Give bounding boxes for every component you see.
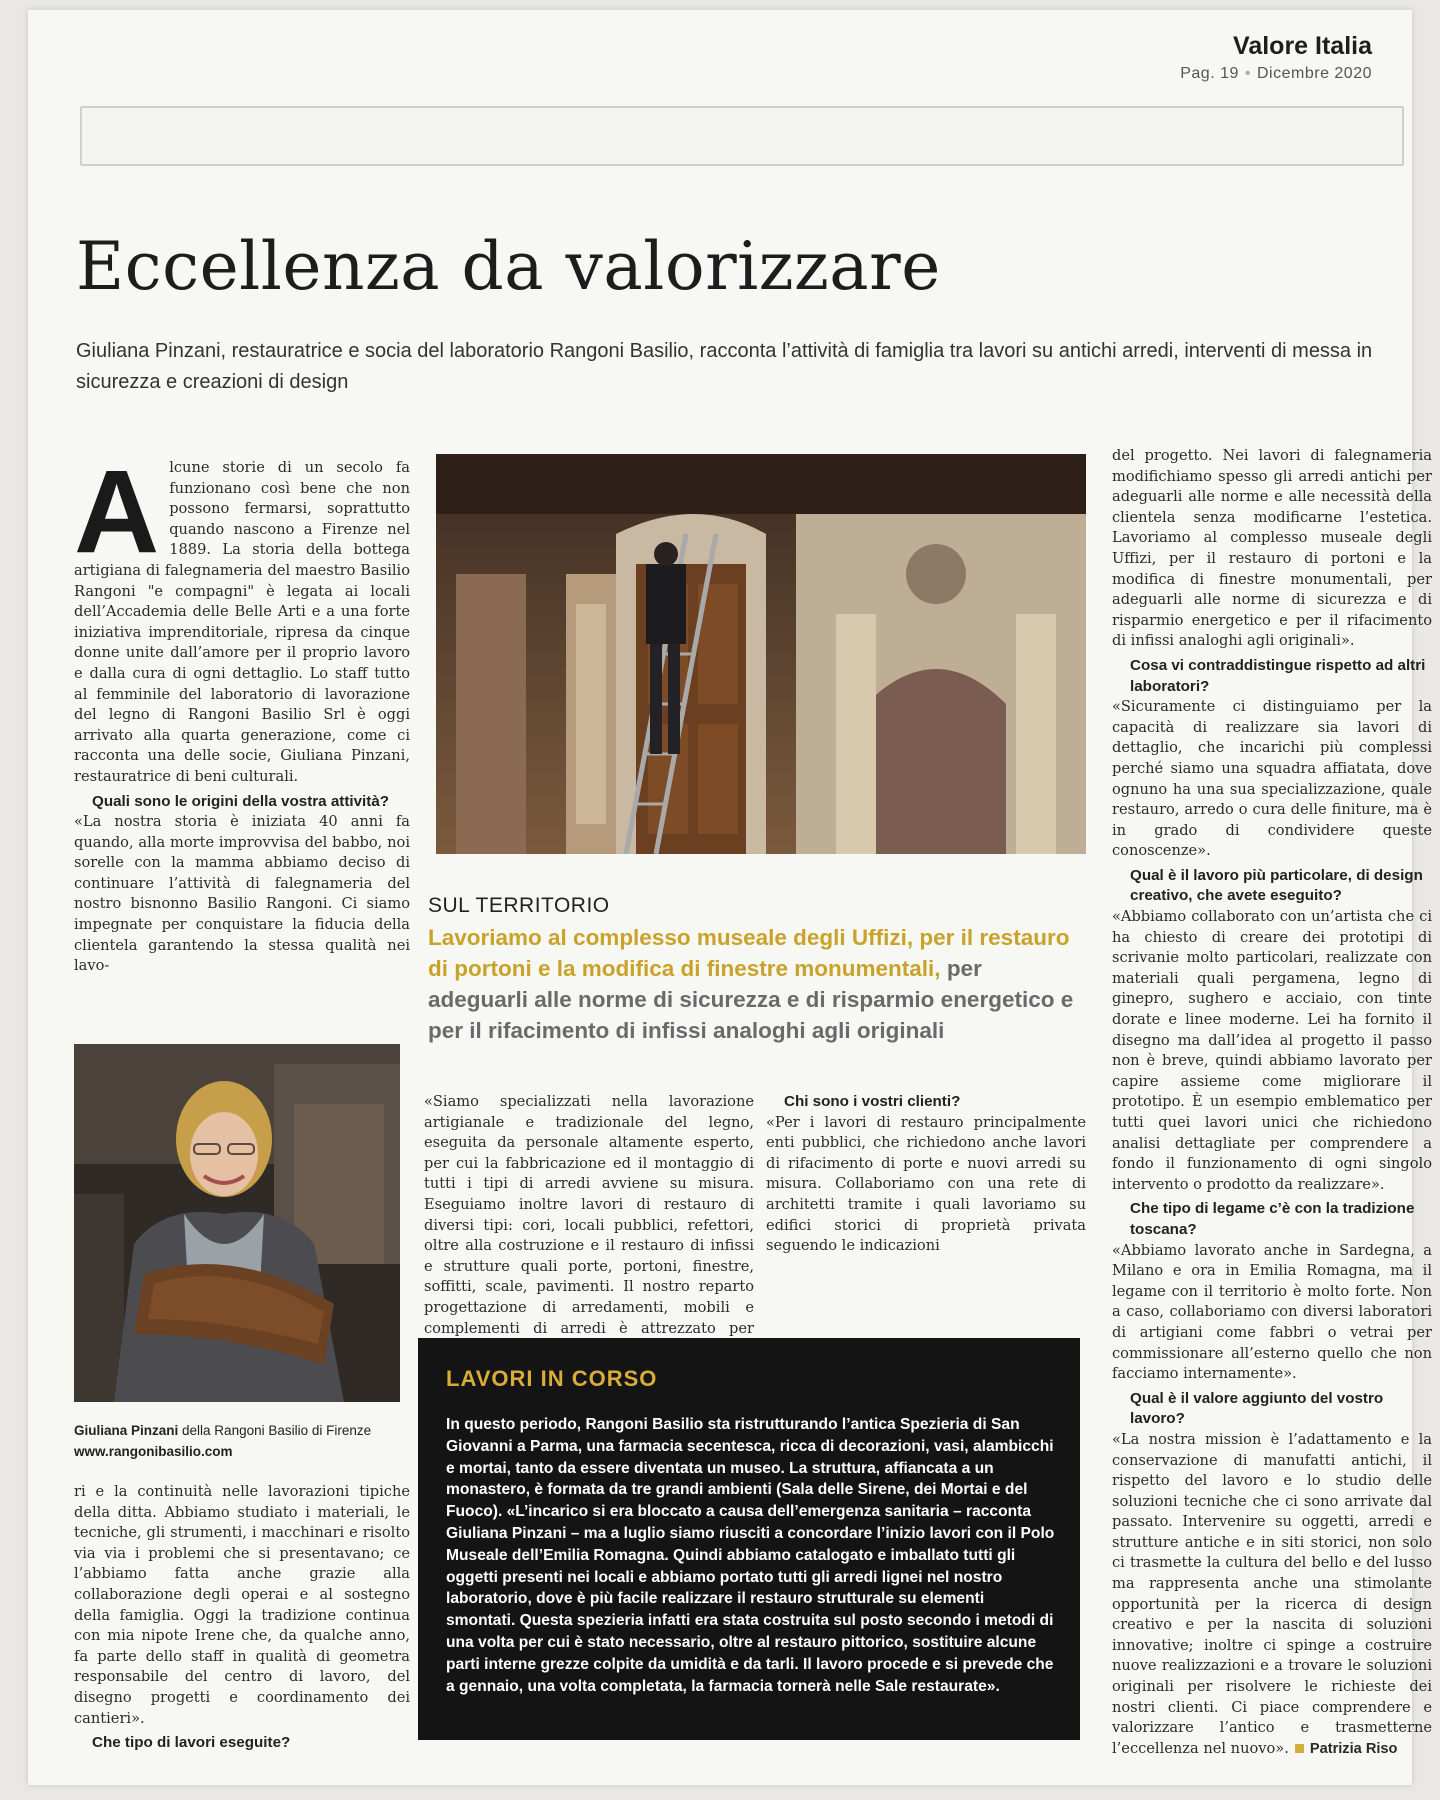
column-left-bottom (74, 1482, 410, 1754)
drop-cap: A (74, 446, 160, 578)
magazine-brand: Valore Italia (1233, 32, 1372, 60)
column-left-top (74, 446, 410, 977)
question-tuscan-tradition: Che tipo di legame c’è con la tradizione toscana? (1130, 1200, 1415, 1238)
answer-design-work: «Abbiamo collaborato con un’artista che ci ha chiesto di creare dei prototipi di scrivanie molto particolari, realizzate con materiali quali pergamena, legno di ginepro, sughero e acciaio, con tinte dorate e linee moderne. Lei ha fornito il disegno ma dall’idea al progetto il passo non è breve, quindi abbiamo lavorato per capire assieme come migliorare il prototipo. È un esempio emblematico per tutti quei lavori unici che richiedono analisi dettagliate per comprendere a fondo il funzionamento di ogni singolo intervento o prodotto da realizzare». (1112, 908, 1432, 1193)
caption-name: Giuliana Pinzani (74, 1423, 179, 1438)
header-banner-frame (80, 106, 1404, 166)
column-middle-right (766, 1092, 1086, 1257)
answer-tuscan-tradition: «Abbiamo lavorato anche in Sardegna, a Milano e ora in Emilia Romagna, ma il legame con il territorio è molto forte. Non a caso, collaboriamo con diversi laboratori di artigiani come fabbri o vetrai per commissionare all’esterno quello che non facciamo internamente». (1112, 1241, 1432, 1383)
portrait-photo (74, 1044, 400, 1402)
question-added-value: Qual è il valore aggiunto del vostro lavoro? (1130, 1389, 1384, 1428)
pull-quote-kicker: SUL TERRITORIO (428, 894, 610, 917)
article-title: Eccellenza da valorizzare (76, 228, 941, 305)
question-distinction: Cosa vi contraddistingue rispetto ad altri laboratori? (1130, 656, 1426, 695)
answer-clients: «Per i lavori di restauro principalmente enti pubblici, che richiedono anche lavori di rifacimento di porte e nuovi arredi su misura. Collaboriamo con una rete di architetti tramite i quali lavoriamo su edifici storici di proprietà privata seguendo le indicazioni (766, 1113, 1086, 1255)
page-number: Pag. 19 (1180, 65, 1239, 82)
column-middle-left (424, 1092, 754, 1360)
intro-paragraph: lcune storie di un secolo fa funzionano così bene che non possono fermarsi, soprattutto quando nascono a Firenze nel 1889. La storia della bottega artigiana di falegnameria del maestro Basilio Rangoni "e compagni" è legata ai locali dell’Accademia delle Belle Arti e a una forte iniziativa imprenditoriale, ripresa da cinque donne unite dall’amore per il proprio lavoro e dalla cura di ogni dettaglio. Lo staff tutto al femminile del laboratorio di lavorazione del legno di Rangoni Basilio Srl è oggi arrivato alla quarta generazione, come ci racconta una delle socie, Giuliana Pinzani, restauratrice di beni culturali. (74, 459, 410, 785)
pull-quote-highlight: Lavoriamo al complesso museale degli Uffizi, per il restauro di portoni e la modifica di finestre monumentali, (428, 925, 1070, 981)
question-work-types: Che tipo di lavori eseguite? (92, 1734, 291, 1752)
page-info: Pag. 19 • Dicembre 2020 (1180, 65, 1372, 82)
pull-quote (428, 894, 1088, 1046)
answer-origins-part2: ri e la continuità nelle lavorazioni tipiche della ditta. Abbiamo studiato i materiali, le tecniche, gli strumenti, i macchinari e risolto via via i problemi che si presentavano; ce l’abbiamo fatta anche grazie alla collaborazione degli operai e al sostegno della famiglia. Oggi la tradizione continua con mia nipote Irene che, da qualche anno, fa parte dello staff in qualità di geometra responsabile del centro di lavoro, del disegno progetti e coordinamento dei cantieri». (74, 1483, 410, 1727)
box-title: LAVORI IN CORSO (446, 1366, 658, 1391)
portrait-illustration (74, 1044, 400, 1402)
magazine-page (28, 10, 1432, 1785)
answer-distinction: «Sicuramente ci distinguiamo per la capacità di realizzare sia lavori di dettaglio, che incarichi più complessi perché siamo una squadra affiatata, dove ognuno ha una sua specializzazione, quale restauro, arredo o cura delle finiture, ma è in grado di condividere queste conoscenze». (1112, 698, 1432, 860)
question-clients: Chi sono i vostri clienti? (784, 1093, 961, 1110)
works-in-progress-box (418, 1338, 1080, 1740)
answer-added-value (1112, 1430, 1432, 1760)
issue-date: Dicembre 2020 (1257, 65, 1372, 82)
author-signature: Patrizia Riso (1309, 1740, 1398, 1757)
question-design-work: Qual è il lavoro più particolare, di design creativo, che avete eseguito? (1130, 866, 1423, 905)
article-subtitle: Giuliana Pinzani, restauratrice e socia del laboratorio Rangoni Basilio, racconta l’attività di famiglia tra lavori su antichi arredi, interventi di messa in sicurezza e creazioni di design (76, 340, 1373, 393)
photo-caption (74, 1420, 414, 1462)
caption-url: www.rangonibasilio.com (74, 1444, 233, 1459)
end-mark-icon (1295, 1744, 1304, 1753)
answer-work-types: «Siamo specializzati nella lavorazione artigianale e tradizionale del legno, eseguita da personale altamente esperto, per cui la fabbricazione ed il montaggio di tutti i tipi di arredi avviene su misura. Eseguiamo inoltre lavori di restauro di diversi tipi: cori, locali pubblici, refettori, oltre alla costruzione e il restauro di infissi e strutture quali porte, portoni, finestre, soffitti, scale, pavimenti. Il nostro reparto progettazione di arredamenti, mobili e complementi di arredi è attrezzato per (424, 1093, 754, 1337)
restoration-illustration (436, 454, 1086, 854)
box-body: In questo periodo, Rangoni Basilio sta ristrutturando l’antica Spezieria di San Giovanni a Parma, una farmacia secentesca, ricca di decorazioni, vasi, alambicchi e mortai, tanto da essere diventata un museo. La struttura, affiancata a un monastero, è formata da tre grandi ambienti (Sala delle Sirene, dei Mortai e del Fuoco). «L’incarico si era bloccato a causa dell’emergenza sanitaria – racconta Giuliana Pinzani – ma a luglio siamo riusciti a concordare l’inizio lavori con il Polo Museale dell’Emilia Romagna. Quindi abbiamo catalogato e imballato tutti gli oggetti presenti nei locali e abbiamo portato tutti gli arredi lignei nel nostro laboratorio, dove è più facile realizzare il restauro strutturale su elementi smontati. Questa spezieria infatti era stata costruita sul posto secondo i metodi di una volta per cui è stato necessario, oltre al restauro pittorico, sostituire alcune parti interne grezze colpite da umidità e da tarli. Il lavoro procede e si prevede che a gennaio, una volta completata, la farmacia tornerà nelle Sale restaurate». (446, 1416, 1055, 1695)
main-photo (436, 454, 1086, 854)
pull-quote-rest: per adeguarli alle norme di sicurezza e di risparmio energetico e per il rifacimento di infissi analoghi agli originali (428, 956, 1074, 1043)
question-origins: Quali sono le origini della vostra attività? (92, 792, 390, 810)
answer-clients-continued: del progetto. Nei lavori di falegnameria modifichiamo spesso gli arredi antichi per adeguarli alle norme e alle necessità della clientela senza modificarne l’estetica. Lavoriamo al complesso museale degli Uffizi, per il restauro di portoni e la modifica di finestre monumentali, per adeguarli alle norme di sicurezza e di risparmio energetico e per il rifacimento di infissi analoghi agli originali». (1112, 447, 1432, 650)
pull-quote-text (428, 922, 1088, 1046)
column-right (1112, 446, 1432, 1759)
masthead (1180, 32, 1372, 83)
answer-added-value-text: «La nostra mission è l’adattamento e la conservazione di manufatti antichi, il rispetto del lavoro e lo studio delle soluzioni tecniche che ci sono arrivate dal passato. Intervenire su oggetti, arredi e strutture antiche e in siti storici, non solo ci trasmette la cultura del bello e del lusso ma rappresenta anche una stimolante opportunità per la ricerca di design creativo e per la nascita di soluzioni innovative; inoltre ci spinge a costruire nuove realizzazioni e a trovare le soluzioni originali per risolvere le richieste dei nostri clienti. Ci piace comprendere e valorizzare l’antico e trasmetterne l’eccellenza nel nuovo». (1112, 1430, 1432, 1757)
caption-text: della Rangoni Basilio di Firenze (178, 1423, 372, 1438)
answer-origins-part1: «La nostra storia è iniziata 40 anni fa quando, alla morte improvvisa del babbo, noi sorelle con la mamma abbiamo deciso di continuare l’attività di falegnameria del nostro bisnonno Basilio Rangoni. Ci siamo impegnate per conquistare la fiducia della clientela garantendo la stessa qualità nei lavo- (74, 813, 410, 975)
